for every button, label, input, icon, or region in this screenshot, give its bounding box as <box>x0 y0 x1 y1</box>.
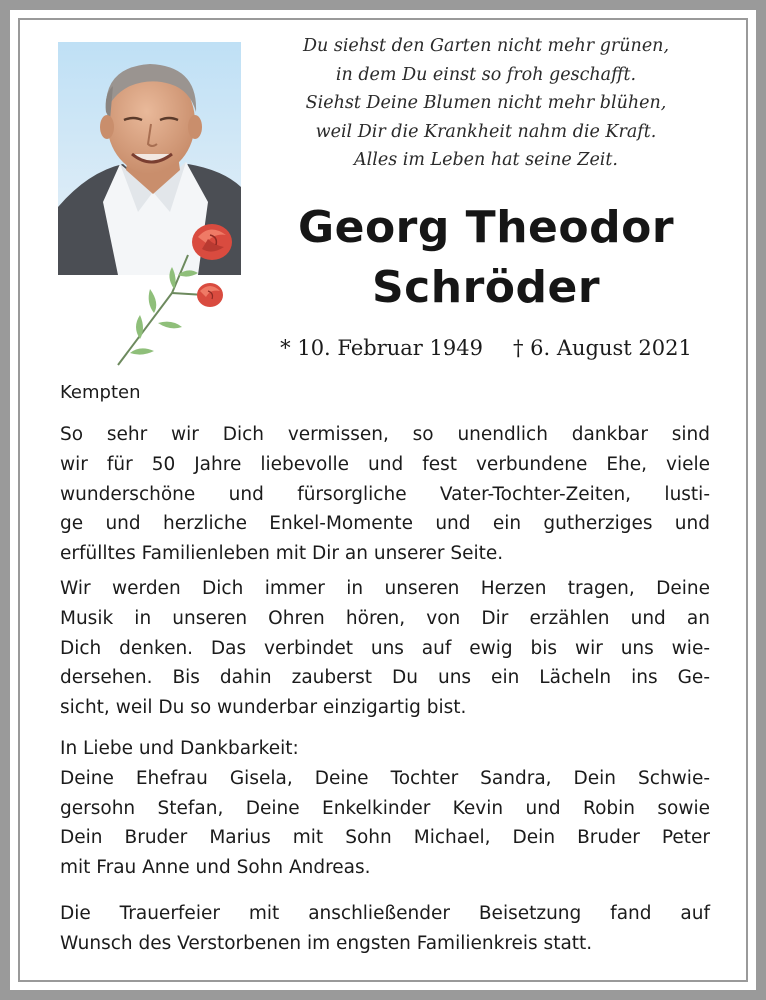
paragraph-family <box>60 734 710 883</box>
deceased-name-last: Schröder <box>371 262 601 313</box>
text-line: wunderschöne und fürsorgliche Vater-Tochter-Zeiten, lusti- <box>60 483 710 505</box>
poem-line: Alles im Leben hat seine Zeit. <box>354 150 618 171</box>
text-line: dersehen. Bis dahin zauberst Du uns ein Lächeln ins Ge- <box>60 667 710 689</box>
poem-line: Du siehst den Garten nicht mehr grünen, <box>302 36 670 56</box>
rose-illustration <box>110 215 235 370</box>
place-name: Kempten <box>60 382 141 403</box>
paragraph-gratitude <box>60 420 710 569</box>
paragraph-funeral <box>60 899 710 959</box>
poem-line: weil Dir die Krankheit nahm die Kraft. <box>315 121 657 142</box>
text-line: Die Trauerfeier mit anschließender Beisetzung fand auf <box>60 903 710 924</box>
poem-line: Siehst Deine Blumen nicht mehr blühen, <box>305 93 667 114</box>
text-line: So sehr wir Dich vermissen, so unendlich dankbar sind <box>60 424 710 445</box>
text-line: wir für 50 Jahre liebevolle und fest verbundene Ehe, viele <box>60 453 710 475</box>
memorial-poem <box>262 32 710 175</box>
text-line: Dein Bruder Marius mit Sohn Michael, Dein Bruder Peter <box>60 827 710 849</box>
paragraph-memory <box>60 574 710 723</box>
text-line: sicht, weil Du so wunderbar einzigartig bist. <box>60 697 467 719</box>
text-line: ge und herzliche Enkel-Momente und ein gutherziges und <box>60 513 710 535</box>
text-line: Wir werden Dich immer in unseren Herzen tragen, Deine <box>60 578 710 599</box>
text-line: mit Frau Anne und Sohn Andreas. <box>60 857 371 879</box>
text-line: Wunsch des Verstorbenen im engsten Familienkreis statt. <box>60 932 593 954</box>
birth-date: * 10. Februar 1949 <box>280 336 483 360</box>
rose-blossom-small <box>197 283 223 307</box>
poem-line: in dem Du einst so froh geschafft. <box>335 64 637 85</box>
rose-blossom-large <box>192 224 232 260</box>
deceased-name <box>262 198 710 318</box>
text-line: erfülltes Familienleben mit Dir an unserer Seite. <box>60 543 504 565</box>
text-line: In Liebe und Dankbarkeit: <box>60 738 299 759</box>
life-dates <box>262 333 710 363</box>
death-date: † 6. August 2021 <box>512 336 692 360</box>
text-line: Deine Ehefrau Gisela, Deine Tochter Sandra, Dein Schwie- <box>60 767 710 789</box>
text-line: Dich denken. Das verbindet uns auf ewig bis wir uns wie- <box>60 637 710 659</box>
text-line: Musik in unseren Ohren hören, von Dir erzählen und an <box>60 607 710 629</box>
text-line: gersohn Stefan, Deine Enkelkinder Kevin und Robin sowie <box>60 797 710 819</box>
deceased-name-first: Georg Theodor <box>297 202 675 253</box>
